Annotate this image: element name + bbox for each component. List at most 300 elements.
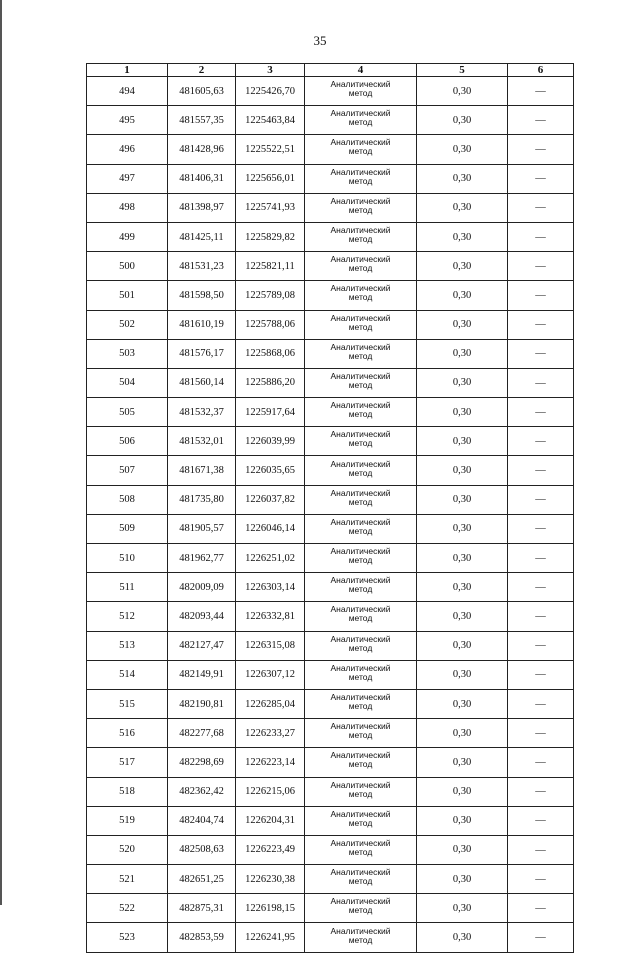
y-coordinate-cell: 1225741,93 [236,193,305,222]
dash-mark: — [535,260,546,272]
dash-mark: — [535,756,546,768]
method-line-1: Аналитический [330,779,391,790]
method-line-1: Аналитический [330,487,391,498]
point-number-cell: 513 [87,631,168,660]
y-coordinate-cell: 1225789,08 [236,281,305,310]
table-row [87,135,574,164]
method-line-1: Аналитический [330,516,391,527]
method-line-2: метод [348,555,373,566]
accuracy-cell: 0,30 [417,923,508,952]
table-row [87,631,574,660]
dash-cell [508,456,574,485]
y-coordinate-cell: 1226307,12 [236,660,305,689]
table-row [87,835,574,864]
table-body [87,77,574,953]
point-number-cell: 515 [87,689,168,718]
dash-mark: — [535,786,546,798]
accuracy-cell: 0,30 [417,689,508,718]
method-line-2: метод [348,467,373,478]
point-number-cell: 519 [87,806,168,835]
method-line-1: Аналитический [330,166,391,177]
accuracy-cell: 0,30 [417,222,508,251]
dash-cell [508,514,574,543]
method-line-1: Аналитический [330,546,391,557]
method-line-2: метод [348,876,373,887]
y-coordinate-cell: 1226046,14 [236,514,305,543]
dash-cell [508,252,574,281]
method-line-1: Аналитический [330,254,391,265]
x-coordinate-cell: 481406,31 [168,164,236,193]
method-line-1: Аналитический [330,692,391,703]
x-coordinate-cell: 481531,23 [168,252,236,281]
x-coordinate-cell: 482190,81 [168,689,236,718]
dash-cell [508,631,574,660]
method-line-2: метод [348,292,373,303]
dash-cell [508,281,574,310]
table-row [87,719,574,748]
accuracy-cell: 0,30 [417,835,508,864]
point-number-cell: 496 [87,135,168,164]
dash-cell [508,544,574,573]
table-row [87,281,574,310]
accuracy-cell: 0,30 [417,544,508,573]
dash-mark: — [535,815,546,827]
method-line-2: метод [348,613,373,624]
y-coordinate-cell: 1226035,65 [236,456,305,485]
dash-mark: — [535,494,546,506]
method-line-1: Аналитический [330,808,391,819]
method-cell [305,544,417,573]
method-line-1: Аналитический [330,195,391,206]
header-col-6: 6 [508,64,574,77]
y-coordinate-cell: 1225656,01 [236,164,305,193]
accuracy-cell: 0,30 [417,573,508,602]
y-coordinate-cell: 1225463,84 [236,106,305,135]
method-cell [305,427,417,456]
table-row [87,777,574,806]
x-coordinate-cell: 482853,59 [168,923,236,952]
method-line-2: метод [348,525,373,536]
x-coordinate-cell: 481398,97 [168,193,236,222]
y-coordinate-cell: 1226303,14 [236,573,305,602]
x-coordinate-cell: 481735,80 [168,485,236,514]
header-col-3: 3 [236,64,305,77]
point-number-cell: 497 [87,164,168,193]
y-coordinate-cell: 1226204,31 [236,806,305,835]
coordinates-table [86,63,574,953]
dash-cell [508,398,574,427]
point-number-cell: 523 [87,923,168,952]
point-number-cell: 510 [87,544,168,573]
point-number-cell: 511 [87,573,168,602]
header-col-4: 4 [305,64,417,77]
point-number-cell: 500 [87,252,168,281]
accuracy-cell: 0,30 [417,252,508,281]
dash-cell [508,106,574,135]
method-line-1: Аналитический [330,867,391,878]
table-row [87,193,574,222]
method-line-1: Аналитический [330,370,391,381]
accuracy-cell: 0,30 [417,427,508,456]
method-line-2: метод [348,934,373,945]
method-cell [305,164,417,193]
table-row [87,310,574,339]
method-line-1: Аналитический [330,721,391,732]
x-coordinate-cell: 482149,91 [168,660,236,689]
x-coordinate-cell: 481610,19 [168,310,236,339]
table-row [87,573,574,602]
method-cell [305,573,417,602]
table-row [87,806,574,835]
x-coordinate-cell: 481962,77 [168,544,236,573]
method-line-2: метод [348,701,373,712]
method-line-2: метод [348,496,373,507]
method-line-1: Аналитический [330,633,391,644]
method-cell [305,106,417,135]
point-number-cell: 514 [87,660,168,689]
method-cell [305,252,417,281]
method-cell [305,193,417,222]
dash-mark: — [535,144,546,156]
accuracy-cell: 0,30 [417,106,508,135]
method-line-1: Аналитический [330,662,391,673]
method-line-1: Аналитический [330,283,391,294]
x-coordinate-cell: 481598,50 [168,281,236,310]
dash-cell [508,602,574,631]
dash-cell [508,748,574,777]
x-coordinate-cell: 481532,01 [168,427,236,456]
y-coordinate-cell: 1225868,06 [236,339,305,368]
scan-edge [0,0,2,905]
page-number: 35 [313,33,327,48]
x-coordinate-cell: 482093,44 [168,602,236,631]
table-row [87,164,574,193]
dash-mark: — [535,581,546,593]
dash-cell [508,660,574,689]
method-line-1: Аналитический [330,225,391,236]
table-row [87,894,574,923]
y-coordinate-cell: 1226215,06 [236,777,305,806]
y-coordinate-cell: 1226285,04 [236,689,305,718]
method-line-1: Аналитический [330,79,391,90]
method-line-2: метод [348,671,373,682]
method-line-2: метод [348,846,373,857]
method-cell [305,135,417,164]
method-line-1: Аналитический [330,108,391,119]
method-cell [305,485,417,514]
point-number-cell: 504 [87,368,168,397]
accuracy-cell: 0,30 [417,281,508,310]
point-number-cell: 516 [87,719,168,748]
table-row [87,660,574,689]
y-coordinate-cell: 1225886,20 [236,368,305,397]
method-cell [305,660,417,689]
table-row [87,865,574,894]
header-col-1: 1 [87,64,168,77]
dash-mark: — [535,465,546,477]
dash-mark: — [535,932,546,944]
dash-mark: — [535,377,546,389]
method-line-2: метод [348,788,373,799]
x-coordinate-cell: 482651,25 [168,865,236,894]
accuracy-cell: 0,30 [417,135,508,164]
table-row [87,748,574,777]
point-number-cell: 505 [87,398,168,427]
dash-mark: — [535,173,546,185]
point-number-cell: 518 [87,777,168,806]
y-coordinate-cell: 1226251,02 [236,544,305,573]
point-number-cell: 494 [87,77,168,106]
header-col-2: 2 [168,64,236,77]
method-line-1: Аналитический [330,137,391,148]
method-cell [305,835,417,864]
point-number-cell: 507 [87,456,168,485]
table-row [87,923,574,952]
x-coordinate-cell: 481557,35 [168,106,236,135]
table-row [87,456,574,485]
method-line-2: метод [348,321,373,332]
method-cell [305,689,417,718]
y-coordinate-cell: 1226223,14 [236,748,305,777]
method-line-2: метод [348,584,373,595]
dash-cell [508,835,574,864]
accuracy-cell: 0,30 [417,806,508,835]
table-row [87,485,574,514]
accuracy-cell: 0,30 [417,719,508,748]
y-coordinate-cell: 1225829,82 [236,222,305,251]
method-cell [305,77,417,106]
point-number-cell: 498 [87,193,168,222]
table-row [87,514,574,543]
point-number-cell: 521 [87,865,168,894]
x-coordinate-cell: 482277,68 [168,719,236,748]
y-coordinate-cell: 1226230,38 [236,865,305,894]
dash-cell [508,222,574,251]
accuracy-cell: 0,30 [417,748,508,777]
dash-cell [508,719,574,748]
table-row [87,398,574,427]
point-number-cell: 502 [87,310,168,339]
x-coordinate-cell: 482298,69 [168,748,236,777]
method-line-1: Аналитический [330,575,391,586]
dash-mark: — [535,231,546,243]
header-col-5: 5 [417,64,508,77]
dash-mark: — [535,727,546,739]
dash-cell [508,573,574,602]
method-cell [305,719,417,748]
table-row [87,339,574,368]
dash-mark: — [535,844,546,856]
y-coordinate-cell: 1226037,82 [236,485,305,514]
y-coordinate-cell: 1226233,27 [236,719,305,748]
method-cell [305,398,417,427]
dash-mark: — [535,319,546,331]
method-line-1: Аналитический [330,896,391,907]
x-coordinate-cell: 481905,57 [168,514,236,543]
x-coordinate-cell: 481428,96 [168,135,236,164]
method-line-2: метод [348,350,373,361]
dash-cell [508,865,574,894]
y-coordinate-cell: 1225821,11 [236,252,305,281]
method-line-1: Аналитический [330,925,391,936]
method-line-2: метод [348,204,373,215]
table-row [87,106,574,135]
table-row [87,689,574,718]
x-coordinate-cell: 482009,09 [168,573,236,602]
point-number-cell: 520 [87,835,168,864]
method-line-2: метод [348,175,373,186]
y-coordinate-cell: 1226241,95 [236,923,305,952]
x-coordinate-cell: 482508,63 [168,835,236,864]
method-cell [305,923,417,952]
method-line-2: метод [348,117,373,128]
y-coordinate-cell: 1225522,51 [236,135,305,164]
method-line-1: Аналитический [330,429,391,440]
dash-cell [508,689,574,718]
method-cell [305,514,417,543]
dash-mark: — [535,902,546,914]
point-number-cell: 508 [87,485,168,514]
accuracy-cell: 0,30 [417,368,508,397]
x-coordinate-cell: 481671,38 [168,456,236,485]
method-line-1: Аналитический [330,312,391,323]
point-number-cell: 495 [87,106,168,135]
accuracy-cell: 0,30 [417,660,508,689]
method-line-2: метод [348,88,373,99]
method-line-1: Аналитический [330,341,391,352]
accuracy-cell: 0,30 [417,456,508,485]
dash-mark: — [535,873,546,885]
method-cell [305,865,417,894]
table-row [87,544,574,573]
point-number-cell: 522 [87,894,168,923]
x-coordinate-cell: 482362,42 [168,777,236,806]
method-line-2: метод [348,438,373,449]
dash-cell [508,894,574,923]
y-coordinate-cell: 1225426,70 [236,77,305,106]
method-line-2: метод [348,905,373,916]
dash-mark: — [535,523,546,535]
method-cell [305,631,417,660]
method-line-1: Аналитический [330,750,391,761]
dash-mark: — [535,669,546,681]
x-coordinate-cell: 481560,14 [168,368,236,397]
table-row [87,222,574,251]
coordinates-table-container [86,63,573,953]
method-cell [305,222,417,251]
method-line-2: метод [348,146,373,157]
x-coordinate-cell: 481576,17 [168,339,236,368]
dash-cell [508,193,574,222]
y-coordinate-cell: 1225788,06 [236,310,305,339]
method-line-2: метод [348,730,373,741]
dash-cell [508,485,574,514]
method-line-1: Аналитический [330,837,391,848]
dash-cell [508,135,574,164]
point-number-cell: 517 [87,748,168,777]
accuracy-cell: 0,30 [417,398,508,427]
method-cell [305,806,417,835]
x-coordinate-cell: 481425,11 [168,222,236,251]
y-coordinate-cell: 1225917,64 [236,398,305,427]
y-coordinate-cell: 1226198,15 [236,894,305,923]
dash-mark: — [535,435,546,447]
x-coordinate-cell: 481532,37 [168,398,236,427]
accuracy-cell: 0,30 [417,164,508,193]
point-number-cell: 503 [87,339,168,368]
y-coordinate-cell: 1226039,99 [236,427,305,456]
dash-cell [508,310,574,339]
accuracy-cell: 0,30 [417,514,508,543]
method-line-2: метод [348,759,373,770]
dash-cell [508,777,574,806]
dash-cell [508,427,574,456]
method-line-2: метод [348,379,373,390]
table-row [87,252,574,281]
accuracy-cell: 0,30 [417,865,508,894]
y-coordinate-cell: 1226315,08 [236,631,305,660]
point-number-cell: 512 [87,602,168,631]
dash-mark: — [535,406,546,418]
dash-cell [508,368,574,397]
accuracy-cell: 0,30 [417,602,508,631]
x-coordinate-cell: 482875,31 [168,894,236,923]
dash-cell [508,806,574,835]
method-cell [305,894,417,923]
dash-cell [508,923,574,952]
method-line-2: метод [348,409,373,420]
dash-cell [508,339,574,368]
method-cell [305,748,417,777]
dash-mark: — [535,114,546,126]
method-cell [305,368,417,397]
header-row [87,64,574,77]
method-line-2: метод [348,234,373,245]
method-cell [305,456,417,485]
x-coordinate-cell: 481605,63 [168,77,236,106]
dash-mark: — [535,698,546,710]
accuracy-cell: 0,30 [417,77,508,106]
dash-mark: — [535,202,546,214]
dash-cell [508,164,574,193]
method-line-2: метод [348,642,373,653]
point-number-cell: 501 [87,281,168,310]
point-number-cell: 499 [87,222,168,251]
method-cell [305,777,417,806]
dash-mark: — [535,611,546,623]
point-number-cell: 509 [87,514,168,543]
method-line-2: метод [348,263,373,274]
table-header [87,64,574,77]
accuracy-cell: 0,30 [417,310,508,339]
table-row [87,77,574,106]
accuracy-cell: 0,30 [417,339,508,368]
method-cell [305,339,417,368]
accuracy-cell: 0,30 [417,193,508,222]
dash-mark: — [535,289,546,301]
dash-mark: — [535,640,546,652]
method-line-1: Аналитический [330,458,391,469]
table-row [87,602,574,631]
accuracy-cell: 0,30 [417,894,508,923]
dash-cell [508,77,574,106]
table-row [87,368,574,397]
y-coordinate-cell: 1226332,81 [236,602,305,631]
table-row [87,427,574,456]
accuracy-cell: 0,30 [417,777,508,806]
accuracy-cell: 0,30 [417,631,508,660]
dash-mark: — [535,552,546,564]
